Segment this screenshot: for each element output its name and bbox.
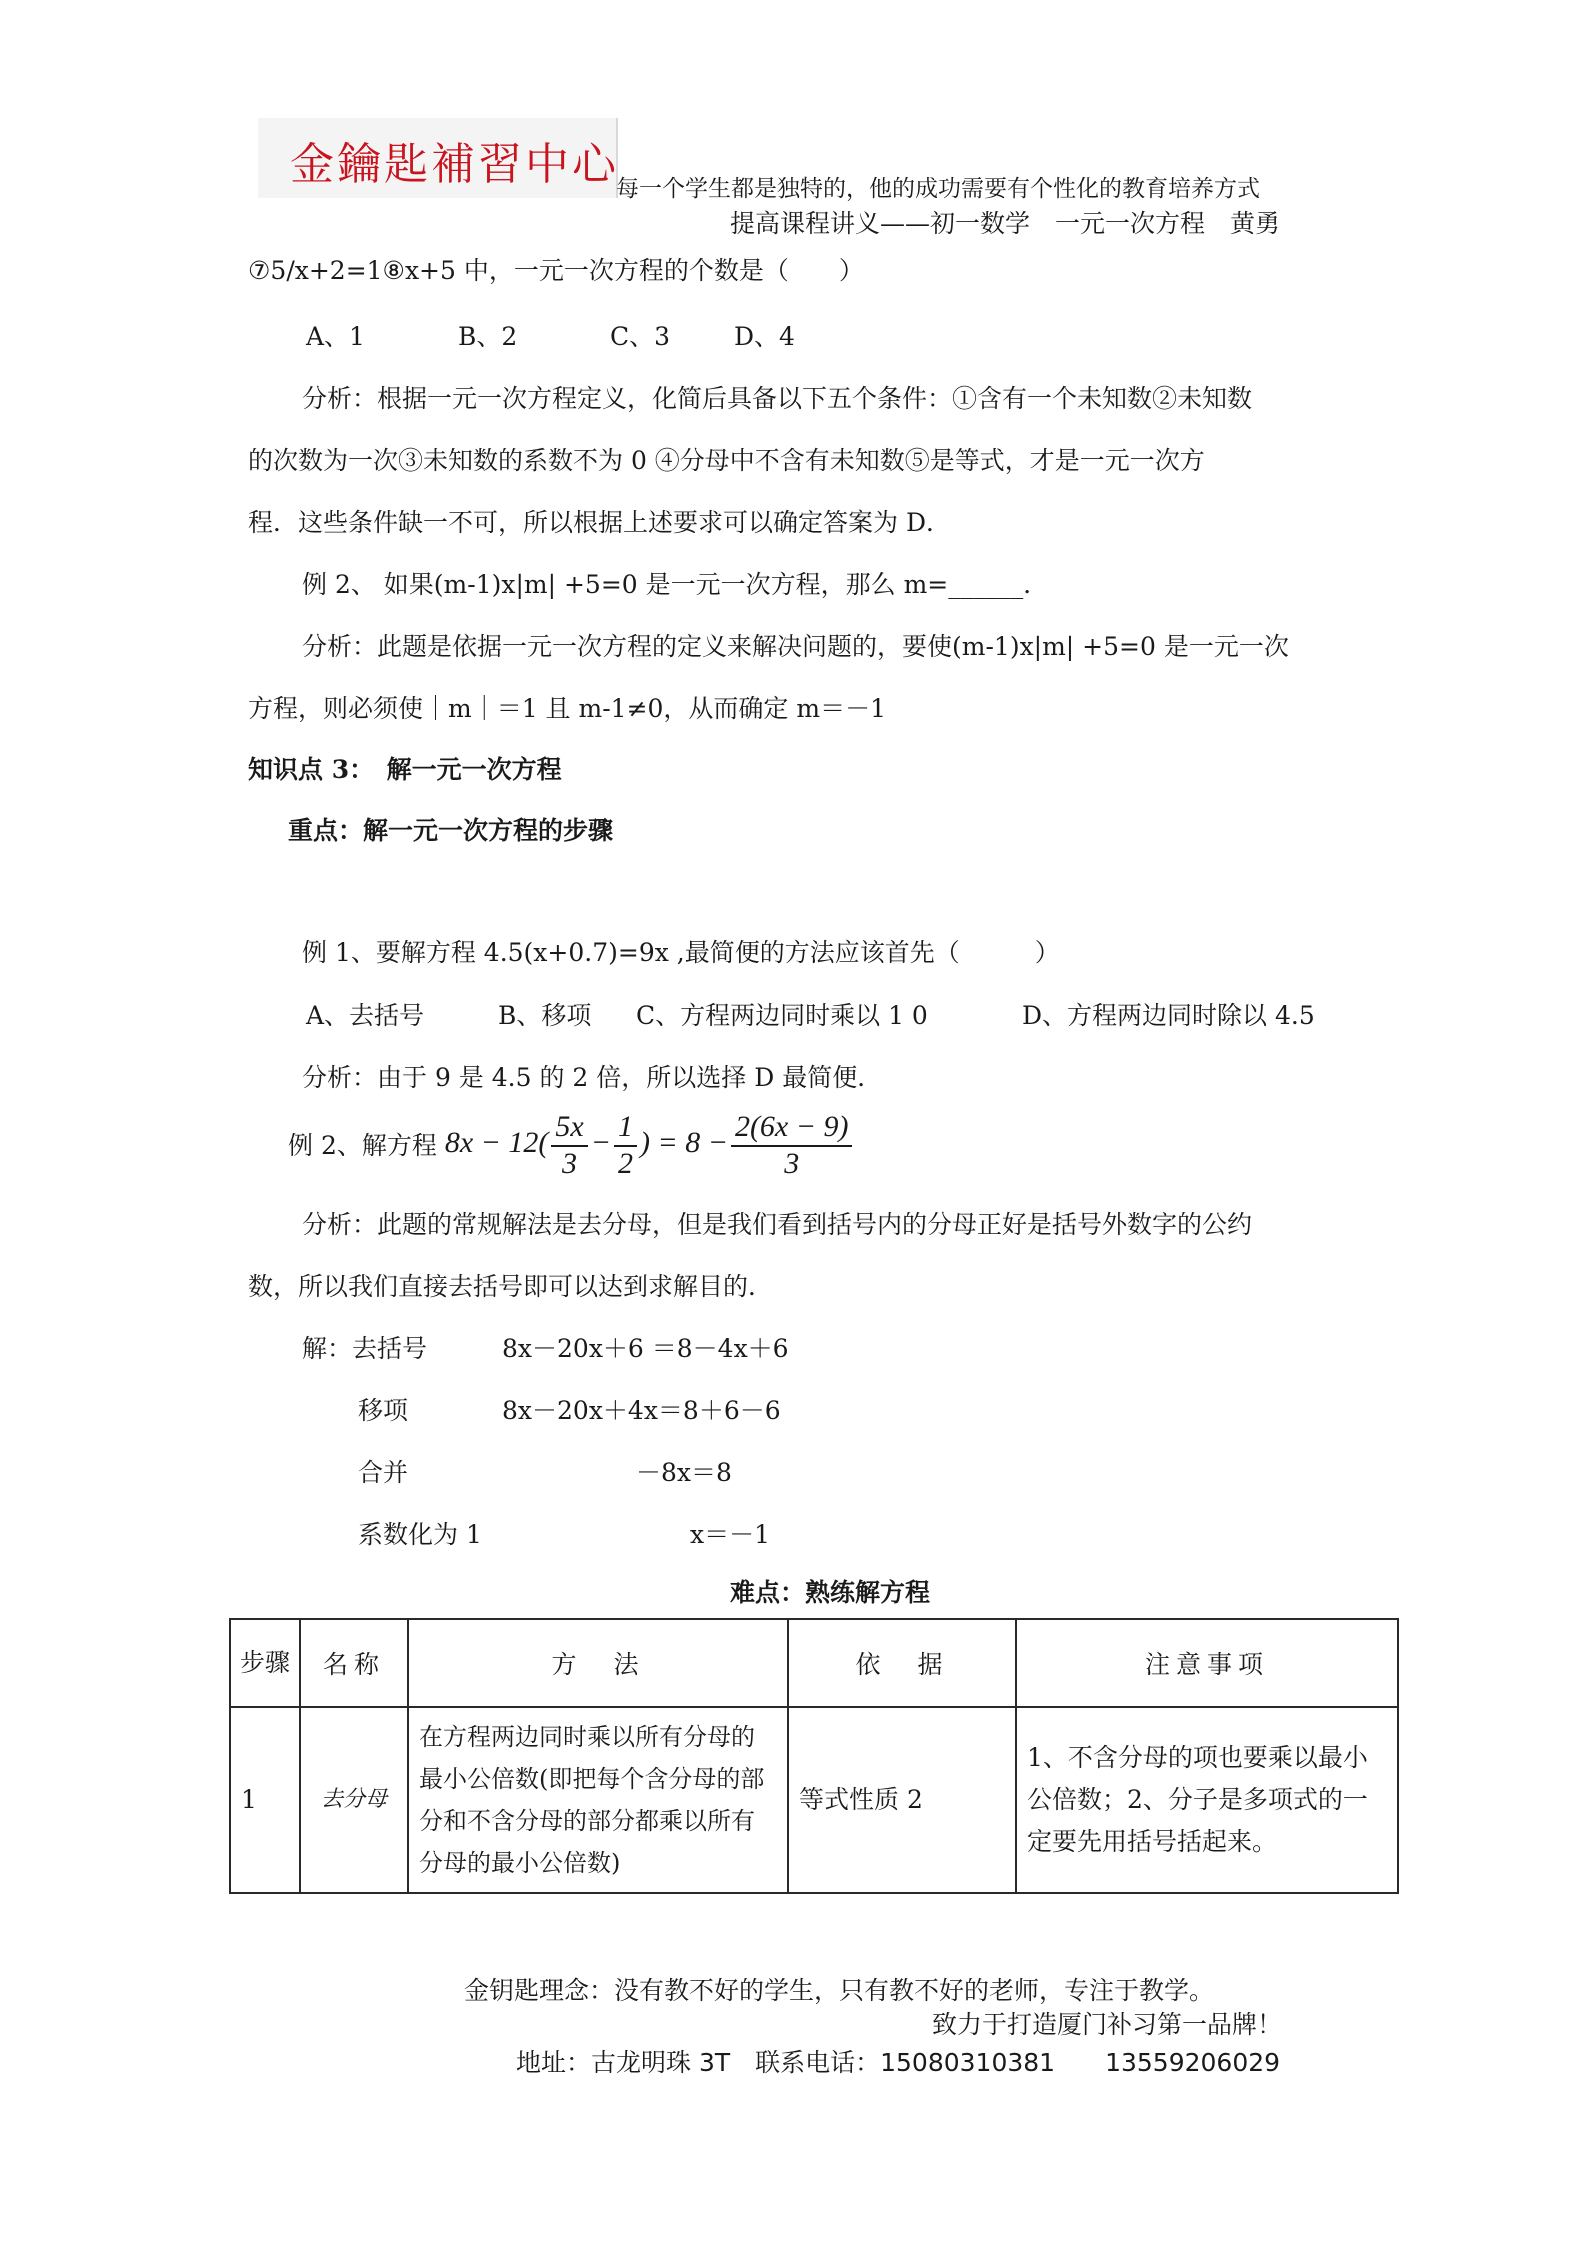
school-logo	[258, 118, 618, 198]
logo-text: 金鑰匙補習中心	[290, 139, 619, 190]
analysis-1-line: 分析：根据一元一次方程定义，化简后具备以下五个条件：①含有一个未知数②未知数	[302, 384, 1253, 413]
fraction	[551, 1110, 587, 1181]
equation-line	[288, 1110, 855, 1181]
motto: 每一个学生都是独特的，他的成功需要有个性化的教育培养方式	[616, 176, 1260, 202]
choice-a: A、1	[306, 322, 365, 351]
solution-label: 系数化为 1	[358, 1520, 482, 1549]
cell-name: 去分母	[300, 1707, 408, 1893]
example-2-analysis-line: 数，所以我们直接去括号即可以达到求解目的．	[248, 1272, 774, 1301]
solve-choice-a: A、去括号	[306, 1001, 425, 1030]
example-2-label: 例 2、解方程	[288, 1131, 437, 1160]
choice-c: C、3	[610, 322, 671, 351]
equation	[444, 1110, 856, 1180]
solution-label: 合并	[358, 1458, 409, 1487]
cell-notes: 1、不含分母的项也要乘以最小公倍数；2、分子是多项式的一定要先用括号括起来。	[1016, 1707, 1398, 1893]
header-basis: 依 据	[788, 1619, 1016, 1707]
minus-sign: −	[590, 1126, 611, 1160]
denominator: 3	[562, 1146, 578, 1180]
footer-slogan: 致力于打造厦门补习第一品牌！	[932, 2010, 1283, 2039]
header-step: 步骤	[230, 1619, 300, 1707]
cell-method: 在方程两边同时乘以所有分母的最小公倍数(即把每个含分母的部分和不含分母的部分都乘以所有分母的最小公倍数)	[408, 1707, 788, 1893]
numerator: 5x	[551, 1110, 587, 1147]
solve-choice-d: D、方程两边同时除以 4.5	[1022, 1001, 1315, 1030]
footer-philosophy: 金钥匙理念：没有教不好的学生，只有教不好的老师，专注于教学。	[464, 1976, 1215, 2005]
solve-choice-c: C、方程两边同时乘以 1 0	[636, 1001, 928, 1030]
solution-expr: x＝－1	[690, 1520, 771, 1549]
solution-label: 移项	[358, 1396, 409, 1425]
example-2-question: 例 2、 如果(m-1)x|m| +5=0 是一元一次方程，那么 m=______．	[302, 570, 1049, 599]
analysis-1-line: 的次数为一次③未知数的系数不为 0 ④分母中不含有未知数⑤是等式，才是一元一次方	[248, 446, 1205, 475]
footer-address: 地址：古龙明珠 3T 联系电话：15080310381 13559206029	[516, 2048, 1281, 2077]
cell-basis: 等式性质 2	[788, 1707, 1016, 1893]
course-title: 提高课程讲义——初一数学 一元一次方程 黄勇	[730, 209, 1281, 238]
table-row	[230, 1707, 1398, 1893]
header-notes: 注意事项	[1016, 1619, 1398, 1707]
solution-expr: 8x－20x＋6 ＝8－4x＋6	[502, 1334, 789, 1363]
denominator: 2	[617, 1146, 633, 1180]
choice-d: D、4	[734, 322, 795, 351]
difficulty-heading: 难点：熟练解方程	[730, 1578, 931, 1607]
table-header-row	[230, 1619, 1398, 1707]
solution-label: 解：去括号	[302, 1334, 428, 1363]
denominator: 3	[784, 1146, 800, 1180]
header-name: 名称	[300, 1619, 408, 1707]
fraction	[614, 1110, 637, 1181]
cell-step: 1	[230, 1707, 300, 1893]
equation-middle: ) = 8 −	[639, 1126, 728, 1160]
key-point-heading: 重点：解一元一次方程的步骤	[288, 816, 614, 845]
analysis-2-line: 分析：此题是依据一元一次方程的定义来解决问题的，要使(m-1)x|m| +5=0 是一元一次	[302, 632, 1289, 661]
solve-example-1-analysis: 分析：由于 9 是 4.5 的 2 倍，所以选择 D 最简便．	[302, 1063, 883, 1092]
choice-b: B、2	[458, 322, 518, 351]
solve-choice-b: B、移项	[498, 1001, 592, 1030]
question-text: ⑦5/x+2=1⑧x+5 中，一元一次方程的个数是（ ）	[248, 256, 864, 285]
numerator: 2(6x − 9)	[731, 1110, 853, 1147]
knowledge-point-heading: 知识点 3： 解一元一次方程	[248, 755, 562, 784]
numerator: 1	[614, 1110, 637, 1147]
fraction	[731, 1110, 853, 1181]
example-2-analysis-line: 分析：此题的常规解法是去分母，但是我们看到括号内的分母正好是括号外数字的公约	[302, 1210, 1253, 1239]
analysis-1-line: 程．这些条件缺一不可，所以根据上述要求可以确定答案为 D．	[248, 508, 951, 537]
equation-lhs: 8x − 12(	[444, 1126, 549, 1160]
solution-expr: －8x＝8	[636, 1458, 732, 1487]
analysis-2-line: 方程，则必须使｜m｜＝1 且 m-1≠0，从而确定 m＝－1	[248, 694, 886, 723]
header-method: 方 法	[408, 1619, 788, 1707]
solution-expr: 8x－20x＋4x＝8＋6－6	[502, 1396, 781, 1425]
solve-example-1: 例 1、要解方程 4.5(x+0.7)=9x ,最简便的方法应该首先（ ）	[302, 938, 1060, 967]
steps-table	[229, 1618, 1399, 1894]
